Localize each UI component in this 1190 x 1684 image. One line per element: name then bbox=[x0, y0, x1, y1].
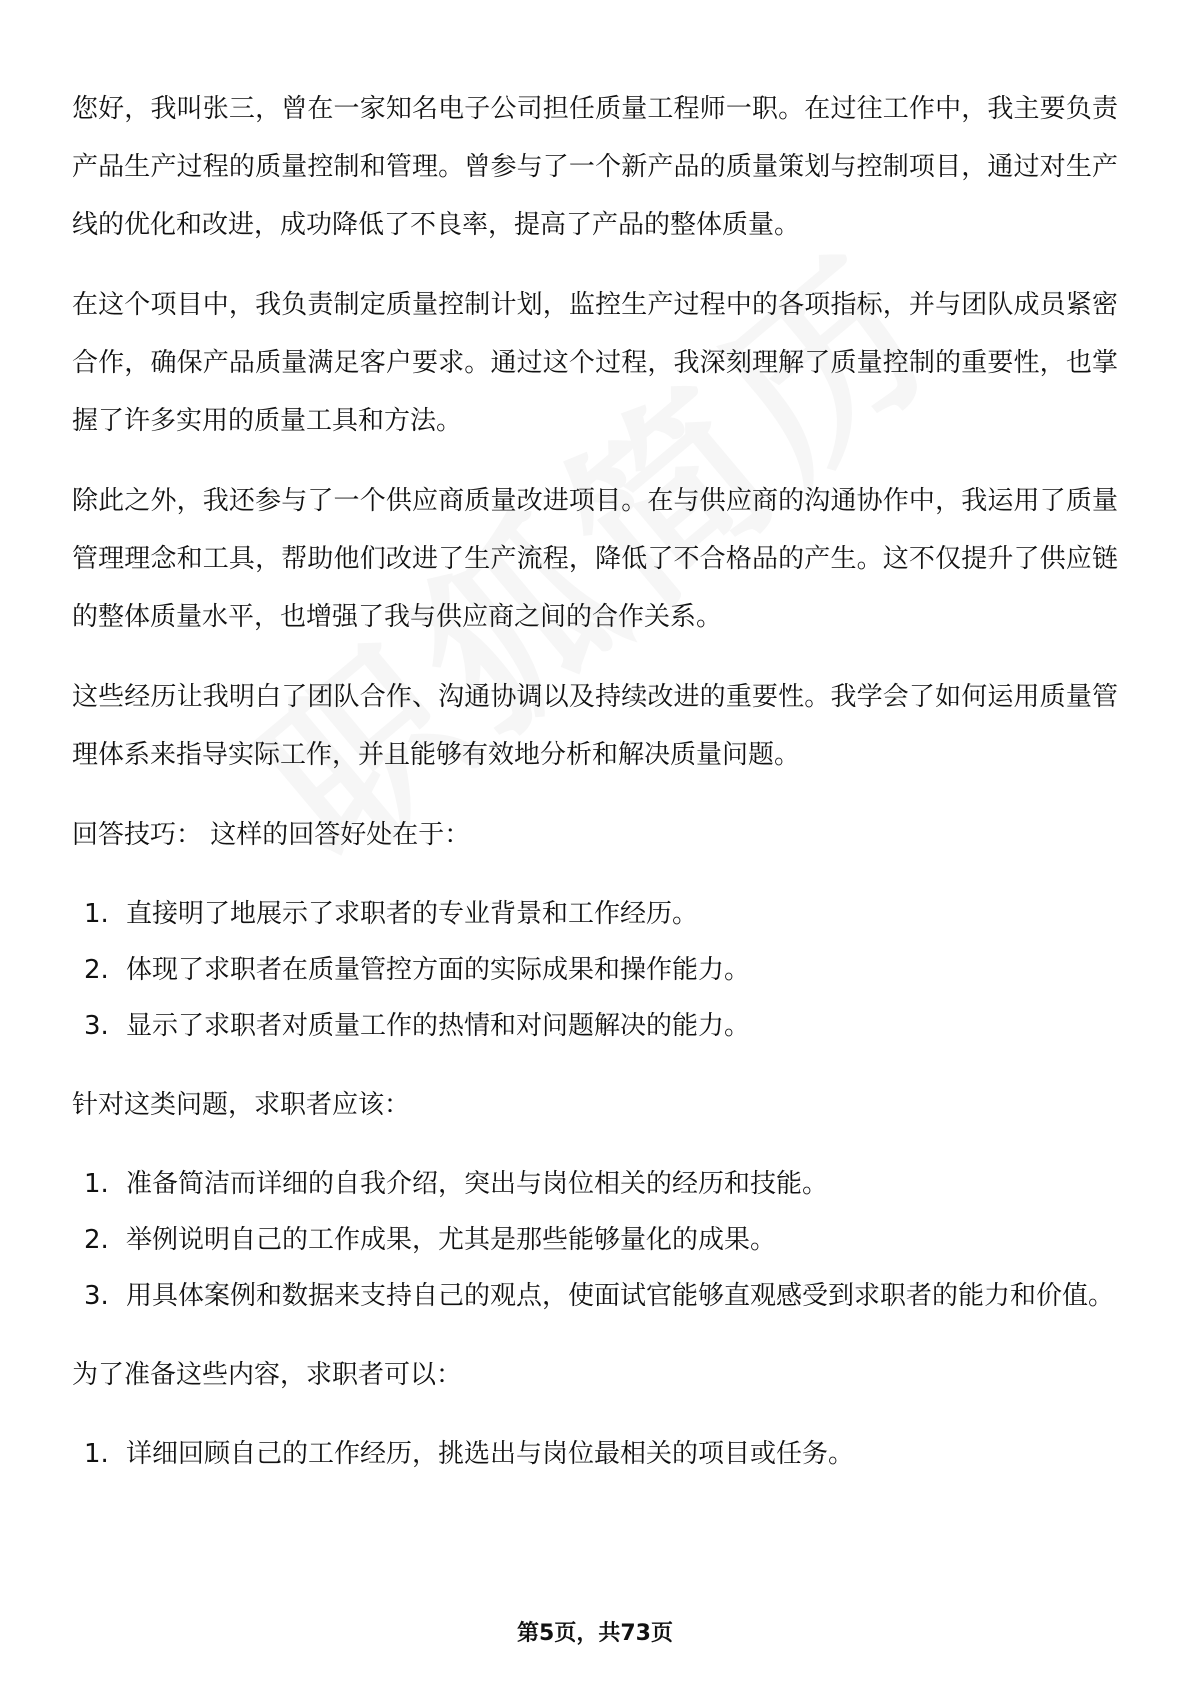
paragraph-3: 除此之外，我还参与了一个供应商质量改进项目。在与供应商的沟通协作中，我运用了质量管理理念和工具，帮助他们改进了生产流程，降低了不合格品的产生。这不仅提升了供应链的整体质量水平，也增强了我与供应商之间的合作关系。 bbox=[72, 486, 1118, 632]
list-item bbox=[72, 1156, 1118, 1212]
list-item-text: 举例说明自己的工作成果，尤其是那些能够量化的成果。 bbox=[126, 1225, 777, 1255]
list-item bbox=[72, 1268, 1118, 1324]
prepare-list bbox=[72, 1426, 1118, 1482]
list-number: 3. bbox=[84, 1281, 109, 1311]
tips-heading: 回答技巧： 这样的回答好处在于： bbox=[72, 820, 471, 850]
should-list bbox=[72, 1156, 1118, 1324]
list-item bbox=[72, 942, 1118, 998]
list-number: 1. bbox=[84, 1439, 109, 1469]
list-number: 1. bbox=[84, 899, 109, 929]
page-number: 第5页，共73页 bbox=[517, 1621, 673, 1646]
should-heading: 针对这类问题，求职者应该： bbox=[72, 1090, 411, 1120]
list-number: 3. bbox=[84, 1011, 109, 1041]
document-body bbox=[72, 80, 1118, 1504]
paragraph-2: 在这个项目中，我负责制定质量控制计划，监控生产过程中的各项指标，并与团队成员紧密合作，确保产品质量满足客户要求。通过这个过程，我深刻理解了质量控制的重要性，也掌握了许多实用的质量工具和方法。 bbox=[72, 290, 1118, 436]
list-item-text: 直接明了地展示了求职者的专业背景和工作经历。 bbox=[126, 899, 699, 929]
list-item bbox=[72, 886, 1118, 942]
prepare-heading: 为了准备这些内容，求职者可以： bbox=[72, 1360, 463, 1390]
tips-list bbox=[72, 886, 1118, 1054]
list-item-text: 用具体案例和数据来支持自己的观点，使面试官能够直观感受到求职者的能力和价值。 bbox=[126, 1281, 1115, 1311]
list-item bbox=[72, 1426, 1118, 1482]
list-number: 1. bbox=[84, 1169, 109, 1199]
list-item bbox=[72, 998, 1118, 1054]
list-item-text: 详细回顾自己的工作经历，挑选出与岗位最相关的项目或任务。 bbox=[126, 1439, 855, 1469]
list-number: 2. bbox=[84, 955, 109, 985]
list-item-text: 体现了求职者在质量管控方面的实际成果和操作能力。 bbox=[126, 955, 751, 985]
paragraph-1: 您好，我叫张三，曾在一家知名电子公司担任质量工程师一职。在过往工作中，我主要负责产品生产过程的质量控制和管理。曾参与了一个新产品的质量策划与控制项目，通过对生产线的优化和改进，成功降低了不良率，提高了产品的整体质量。 bbox=[72, 94, 1118, 240]
paragraph-4: 这些经历让我明白了团队合作、沟通协调以及持续改进的重要性。我学会了如何运用质量管理体系来指导实际工作，并且能够有效地分析和解决质量问题。 bbox=[72, 682, 1118, 770]
list-item-text: 显示了求职者对质量工作的热情和对问题解决的能力。 bbox=[126, 1011, 751, 1041]
list-item-text: 准备简洁而详细的自我介绍，突出与岗位相关的经历和技能。 bbox=[126, 1169, 829, 1199]
list-item bbox=[72, 1212, 1118, 1268]
list-number: 2. bbox=[84, 1225, 109, 1255]
